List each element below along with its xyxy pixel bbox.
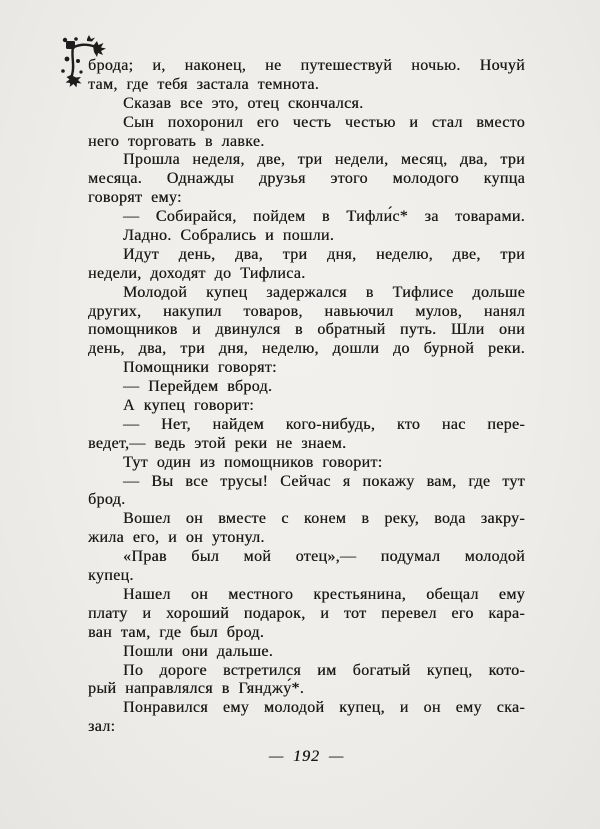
text-line: недели, доходят до Тифлиса. [88,264,306,282]
text-line: Прошла неделя, две, три недели, месяц, два, три [123,151,525,169]
text-line: Помощники говорят: [123,359,277,377]
text-line: купец. [88,567,134,585]
text-line: рый направлялся в Гянджу́*. [88,680,305,698]
text-line: А купец говорит: [123,397,255,415]
page-text [88,57,525,737]
text-line: брод. [88,491,126,509]
text-line: — Нет, найдем кого-нибудь, кто нас пере- [123,415,525,433]
text-line: него торговать в лавке. [88,132,265,150]
text-line: Молодой купец задержался в Тифлисе дольше [123,283,525,301]
text-line: Понравился ему молодой купец, и он ему ска- [123,699,525,717]
text-line: Сказав все это, отец скончался. [123,94,364,112]
text-line: Ладно. Собрались и пошли. [123,227,335,245]
text-line: ван там, где был брод. [88,623,265,641]
text-line: ведет,— ведь этой реки не знаем. [88,434,347,452]
text-line: — Перейдем вброд. [123,378,273,396]
text-line: — Вы все трусы! Сейчас я покажу вам, где тут [123,472,525,490]
text-line: Тут один из помощников говорит: [123,453,383,471]
text-line: брода; и, наконец, не путешествуй ночью. Ночуй [88,57,525,74]
text-line: жила его, и он утонул. [88,529,265,547]
text-line: Нашел он местного крестьянина, обещал ему [123,585,525,603]
text-line: других, накупил товаров, навьючил мулов, нанял [88,302,525,320]
text-line: Вошел он вместе с конем в реку, вода закру- [123,510,525,528]
text-line: плату и хороший подарок, и тот перевел его кара- [88,604,525,622]
text-line: — Собирайся, пойдем в Тифли́с* за товарами. [123,208,525,226]
text-line: Идут день, два, три дня, неделю, две, три [123,245,525,263]
text-line: Пошли они дальше. [123,642,274,660]
text-line: день, два, три дня, неделю, дошли до бурной реки. [88,340,525,358]
text-line: там, где тебя застала темнота. [88,75,320,93]
text-line: месяца. Однажды друзья этого молодого купца [88,170,525,188]
page-number: — 192 — [268,748,345,765]
text-line: говорят ему: [88,189,182,207]
text-line: По дороге встретился им богатый купец, кото- [123,661,525,679]
text-line: помощников и двинулся в обратный путь. Шли они [88,321,525,339]
text-line: Сын похоронил его честь честью и стал вместо [123,113,525,131]
text-line: зал: [88,718,116,736]
text-line: «Прав был мой отец»,— подумал молодой [123,548,525,566]
